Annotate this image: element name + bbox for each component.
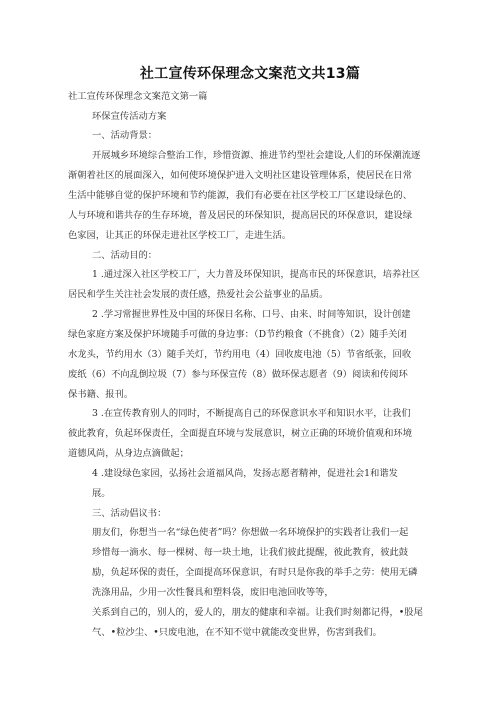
- background-line: 人与环境和谐共存的生存环境，普及居民的环保知识，提高居民的环保意识，建设绿: [68, 210, 412, 221]
- purpose-item-2-line: 废纸（6）不向乱倒垃圾（7）参与环保宣传（8）做环保志愿者（9）阅读和传阅环: [68, 369, 408, 380]
- purpose-item-4-line: 4 .建设绿色家园，弘扬社会道福风尚，发扬志愿者精神，促进社会1和谐发: [92, 468, 398, 479]
- proposal-line: 关系到自己的，别人的，爱人的，朋友的健康和幸福。让我们时刻都记得，•股尾: [92, 607, 423, 618]
- proposal-line: 励，负起环保的责任，全面提高环保意识，有时只是你我的举手之劳：使用无磷: [92, 567, 418, 578]
- purpose-heading: 二、活动目的：: [92, 250, 158, 261]
- article-subtitle: 社工宣传环保理念文案范文第一篇: [68, 91, 208, 102]
- background-heading: 一、活动背景：: [92, 130, 158, 141]
- purpose-item-3-line: 3 .在宣传教育别人的同时，不断提高自己的环保意识水平和知识水平，让我们: [92, 408, 411, 419]
- proposal-heading: 三、活动倡议书：: [92, 508, 167, 519]
- background-line: 开展城乡环境综合整治工作，珍惜资源、推进节约型社会建设,人们的环保潮流逐: [92, 150, 421, 161]
- proposal-line: 珍惜每一滴水、每一棵树、每一块土地，让我们彼此提醒，彼此教育，彼此鼓: [92, 547, 409, 558]
- purpose-item-3-line: 道德风尚，从身边点滴做起；: [68, 448, 189, 459]
- purpose-item-1-line: 1 .通过深入社区学校工厂，大力普及环保知识，提高市民的环保意识，培养社区: [92, 269, 420, 280]
- proposal-line: 气、•粒沙尘、•只废电池，在不知不觉中就能改变世界，伤害到我们。: [92, 627, 382, 638]
- purpose-item-1-line: 居民和学生关注社会发展的责任感，热爱社会公益事业的品质。: [68, 289, 329, 300]
- proposal-line: 朋友们，你想当一名“绿色使者”吗？你想做一名环境保护的实践者让我们一起: [92, 527, 409, 538]
- purpose-item-4-line: 展。: [92, 488, 111, 499]
- background-line: 色家园，让其正的环保走进社区学校工厂，走进生活。: [68, 230, 292, 241]
- purpose-item-3-line: 彼此教育，负起环保责任，全面提直环境与发展意识，树立正确的环境价值观和环境: [68, 428, 412, 439]
- purpose-item-2-line: 2 .学习常握世界性及中国的环保日名称、口号、由来、时间等知识，设计创建: [92, 309, 411, 320]
- document-title: 社工宣传环保理念文案范文共13篇: [139, 66, 361, 82]
- purpose-item-2-line: 保书籍、报刊。: [68, 389, 134, 400]
- plan-title: 环保宣传活动方案: [92, 111, 167, 122]
- purpose-item-2-line: 水龙头，节约用水（3）随手关灯，节约用电（4）回收废电池（5）节省纸张，回收: [68, 349, 412, 360]
- purpose-item-2-line: 绿色家庭方案及保护环境随手可做的身边事：（D节约粮食（不挑食）（2）随手关闭: [68, 329, 407, 340]
- background-line: 渐朝着社区的展面深入，如何使环境保护进入文明社区建设管理体系，使居民在日常: [68, 170, 412, 181]
- background-line: 生活中能够自觉的保护环境和节约能源，我们有必要在社区学校工厂区建设绿色的、: [68, 190, 412, 201]
- proposal-line: 洗涤用品，少用一次性餐具和塑料袋，废旧电池回收等等，: [92, 587, 334, 598]
